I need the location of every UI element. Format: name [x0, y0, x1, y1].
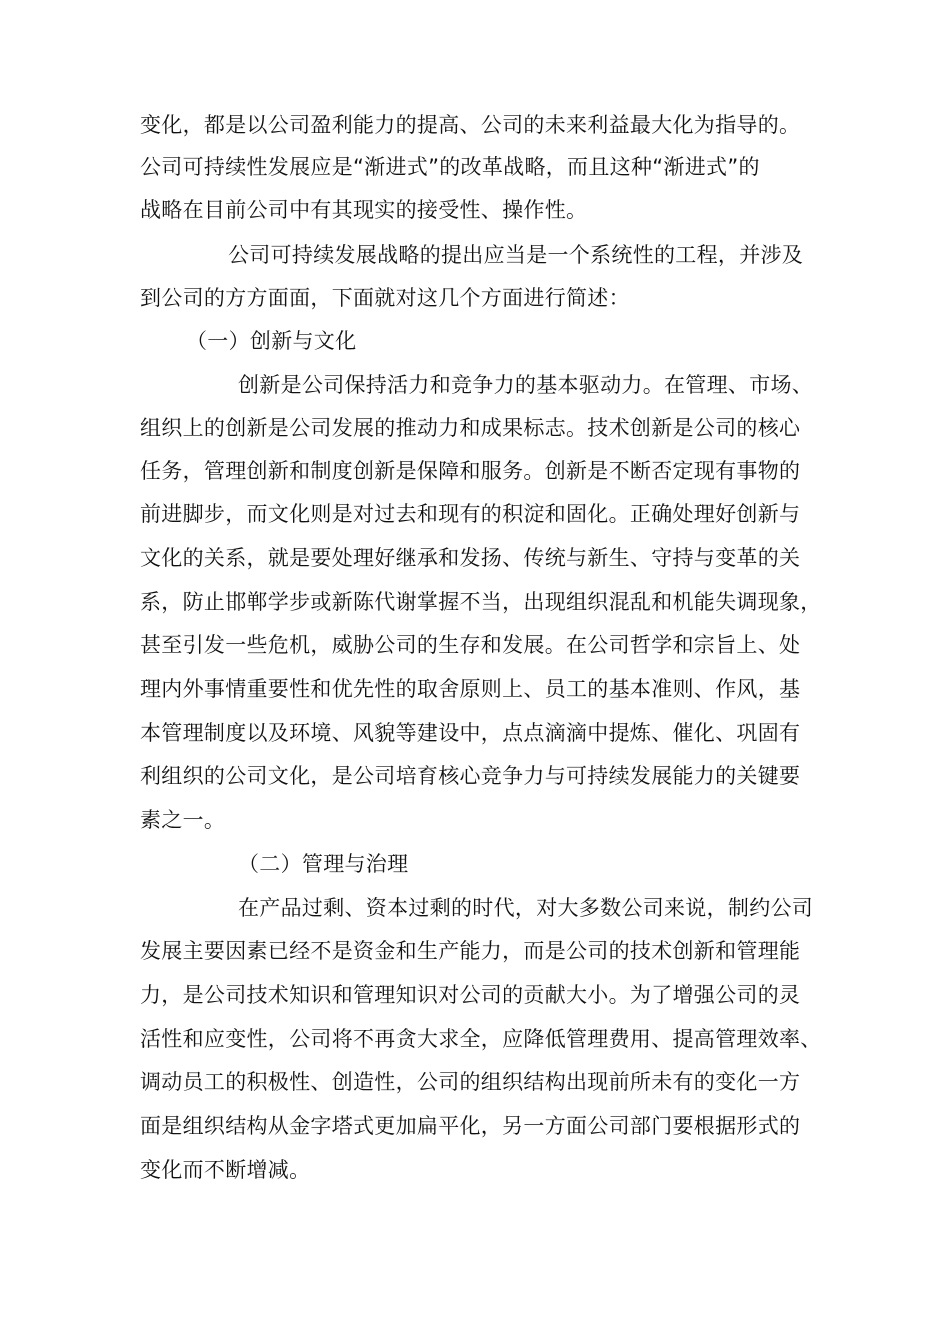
body-text-line: 系，防止邯郸学步或新陈代谢掌握不当，出现组织混乱和机能失调现象， — [140, 590, 822, 614]
body-text-line: 组织上的创新是公司发展的推动力和成果标志。技术创新是公司的核心 — [140, 416, 801, 440]
paragraph-first-line: 创新是公司保持活力和竞争力的基本驱动力。在管理、市场、 — [238, 373, 814, 397]
body-text-line: 面是组织结构从金字塔式更加扁平化，另一方面公司部门要根据形式的 — [140, 1114, 801, 1138]
body-text-line: 任务，管理创新和制度创新是保障和服务。创新是不断否定现有事物的 — [140, 459, 801, 483]
body-text-line: 调动员工的积极性、创造性，公司的组织结构出现前所未有的变化一方 — [140, 1070, 801, 1094]
body-text-line: 公司可持续性发展应是“渐进式”的改革战略，而且这种“渐进式”的 — [140, 155, 760, 179]
body-text-line: 变化，都是以公司盈利能力的提高、公司的未来利益最大化为指导的。 — [140, 113, 801, 137]
paragraph-first-line: 公司可持续发展战略的提出应当是一个系统性的工程，并涉及 — [228, 243, 804, 267]
section-heading-management-governance: （二）管理与治理 — [238, 852, 409, 876]
body-text-line: 文化的关系，就是要处理好继承和发扬、传统与新生、守持与变革的关 — [140, 546, 801, 570]
body-text-line: 力，是公司技术知识和管理知识对公司的贡献大小。为了增强公司的灵 — [140, 983, 801, 1007]
body-text-line: 素之一。 — [140, 808, 226, 832]
section-heading-innovation-culture: （一）创新与文化 — [186, 329, 357, 353]
body-text-line: 变化而不断增减。 — [140, 1158, 311, 1182]
body-text-line: 利组织的公司文化，是公司培育核心竞争力与可持续发展能力的关键要 — [140, 764, 801, 788]
paragraph-first-line: 在产品过剩、资本过剩的时代，对大多数公司来说，制约公司 — [238, 896, 814, 920]
body-text-line: 到公司的方方面面，下面就对这几个方面进行简述： — [140, 286, 630, 310]
body-text-line: 理内外事情重要性和优先性的取舍原则上、员工的基本准则、作风，基 — [140, 677, 801, 701]
body-text-line: 甚至引发一些危机，威胁公司的生存和发展。在公司哲学和宗旨上、处 — [140, 633, 801, 657]
body-text-line: 本管理制度以及环境、风貌等建设中，点点滴滴中提炼、催化、巩固有 — [140, 721, 801, 745]
body-text-line: 活性和应变性，公司将不再贪大求全，应降低管理费用、提高管理效率、 — [140, 1027, 822, 1051]
body-text-line: 发展主要因素已经不是资金和生产能力，而是公司的技术创新和管理能 — [140, 939, 801, 963]
body-text-line: 战略在目前公司中有其现实的接受性、操作性。 — [140, 198, 588, 222]
body-text-line: 前进脚步，而文化则是对过去和现有的积淀和固化。正确处理好创新与 — [140, 502, 801, 526]
